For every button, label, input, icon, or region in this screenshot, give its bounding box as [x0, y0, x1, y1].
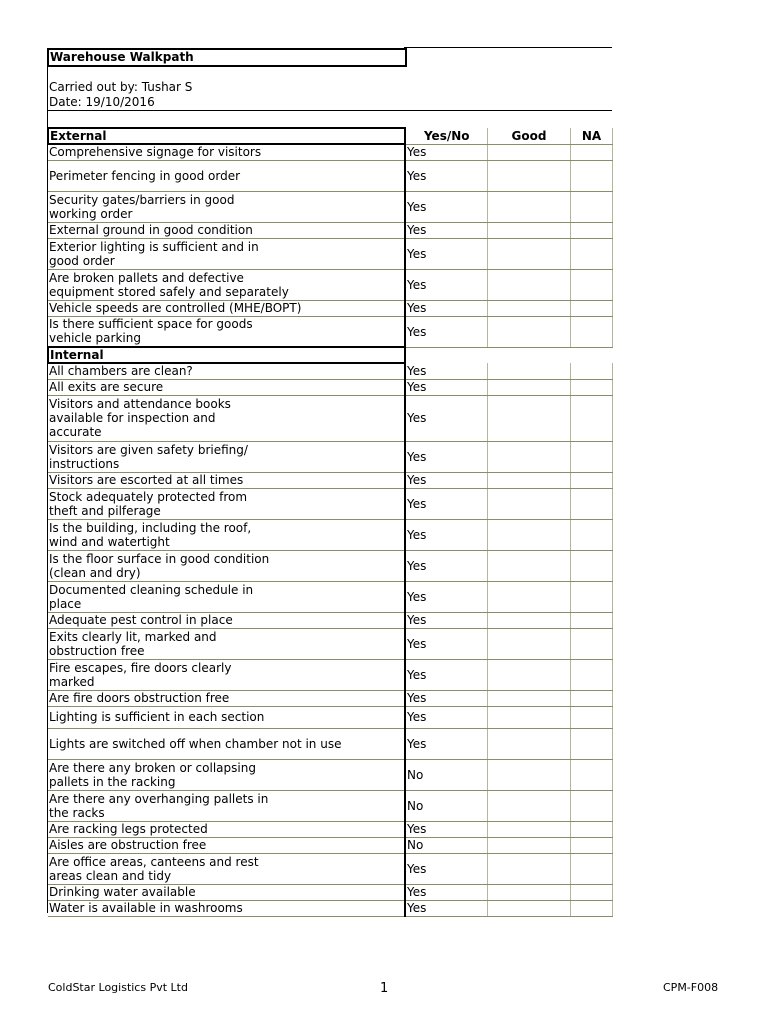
- checklist-row: [48, 363, 612, 379]
- na-cell: [570, 837, 612, 853]
- good-cell: [487, 690, 570, 706]
- na-cell: [570, 191, 612, 222]
- good-cell: [487, 884, 570, 900]
- section-header-row: [48, 347, 612, 363]
- answer-cell: Yes: [405, 144, 487, 160]
- answer-cell: Yes: [405, 379, 487, 395]
- good-cell: [487, 728, 570, 759]
- answer-cell: Yes: [405, 395, 487, 441]
- footer-form-code: CPM-F008: [663, 981, 719, 994]
- checklist-item-text: Security gates/barriers in good working order: [48, 191, 405, 222]
- good-cell: [487, 316, 570, 347]
- na-cell: [570, 472, 612, 488]
- checklist-row: [48, 821, 612, 837]
- checklist-item-text: Is the building, including the roof, wind and watertight: [48, 519, 405, 550]
- checklist-row: [48, 160, 612, 191]
- good-cell: [487, 160, 570, 191]
- checklist-row: [48, 728, 612, 759]
- checklist-row: [48, 379, 612, 395]
- good-cell: [487, 790, 570, 821]
- checklist-row: [48, 395, 612, 441]
- na-cell: [570, 379, 612, 395]
- answer-cell: Yes: [405, 900, 487, 916]
- inspection-date: Date: 19/10/2016: [49, 95, 155, 109]
- document-title: Warehouse Walkpath: [47, 48, 407, 67]
- good-cell: [487, 900, 570, 916]
- checklist-row: [48, 238, 612, 269]
- checklist-row: [48, 316, 612, 347]
- na-cell: [570, 612, 612, 628]
- blank-cell: [405, 347, 487, 363]
- checklist-row: [48, 472, 612, 488]
- checklist-row: [48, 900, 612, 916]
- good-cell: [487, 363, 570, 379]
- good-cell: [487, 379, 570, 395]
- good-cell: [487, 706, 570, 728]
- checklist-row: [48, 581, 612, 612]
- good-cell: [487, 441, 570, 472]
- good-cell: [487, 853, 570, 884]
- checklist-item-text: Lights are switched off when chamber not in use: [48, 728, 405, 759]
- good-cell: [487, 581, 570, 612]
- answer-cell: Yes: [405, 191, 487, 222]
- answer-cell: No: [405, 790, 487, 821]
- blank-cell: [487, 347, 570, 363]
- good-cell: [487, 759, 570, 790]
- checklist-row: [48, 144, 612, 160]
- na-cell: [570, 690, 612, 706]
- answer-cell: Yes: [405, 853, 487, 884]
- checklist-row: [48, 441, 612, 472]
- na-cell: [570, 900, 612, 916]
- na-cell: [570, 144, 612, 160]
- checklist-row: [48, 488, 612, 519]
- checklist-item-text: Exterior lighting is sufficient and in good order: [48, 238, 405, 269]
- checklist-item-text: Visitors are given safety briefing/ instructions: [48, 441, 405, 472]
- answer-cell: Yes: [405, 690, 487, 706]
- na-cell: [570, 519, 612, 550]
- na-cell: [570, 790, 612, 821]
- answer-cell: Yes: [405, 884, 487, 900]
- checklist-row: [48, 690, 612, 706]
- na-cell: [570, 759, 612, 790]
- checklist-row: [48, 659, 612, 690]
- good-cell: [487, 550, 570, 581]
- footer-company: ColdStar Logistics Pvt Ltd: [48, 981, 188, 994]
- answer-cell: Yes: [405, 488, 487, 519]
- na-cell: [570, 488, 612, 519]
- column-header-yes-no: Yes/No: [405, 128, 487, 144]
- checklist-row: [48, 191, 612, 222]
- checklist-item-text: Are fire doors obstruction free: [48, 690, 405, 706]
- answer-cell: Yes: [405, 441, 487, 472]
- answer-cell: No: [405, 759, 487, 790]
- good-cell: [487, 628, 570, 659]
- checklist-row: [48, 790, 612, 821]
- column-header-na: NA: [570, 128, 612, 144]
- checklist-row: [48, 269, 612, 300]
- answer-cell: Yes: [405, 728, 487, 759]
- answer-cell: Yes: [405, 519, 487, 550]
- checklist-item-text: Drinking water available: [48, 884, 405, 900]
- top-rule: [404, 47, 612, 48]
- section-title: Internal: [48, 347, 405, 363]
- na-cell: [570, 395, 612, 441]
- checklist-row: [48, 222, 612, 238]
- checklist-item-text: Adequate pest control in place: [48, 612, 405, 628]
- answer-cell: Yes: [405, 238, 487, 269]
- answer-cell: Yes: [405, 706, 487, 728]
- na-cell: [570, 550, 612, 581]
- good-cell: [487, 395, 570, 441]
- checklist-item-text: Are broken pallets and defective equipment stored safely and separately: [48, 269, 405, 300]
- good-cell: [487, 612, 570, 628]
- na-cell: [570, 884, 612, 900]
- checklist-item-text: Is the floor surface in good condition (clean and dry): [48, 550, 405, 581]
- answer-cell: Yes: [405, 300, 487, 316]
- na-cell: [570, 853, 612, 884]
- good-cell: [487, 144, 570, 160]
- checklist-item-text: Are office areas, canteens and rest areas clean and tidy: [48, 853, 405, 884]
- checklist-row: [48, 759, 612, 790]
- checklist-item-text: Perimeter fencing in good order: [48, 160, 405, 191]
- checklist-row: [48, 837, 612, 853]
- checklist-item-text: Documented cleaning schedule in place: [48, 581, 405, 612]
- na-cell: [570, 706, 612, 728]
- checklist-item-text: Visitors are escorted at all times: [48, 472, 405, 488]
- checklist-row: [48, 884, 612, 900]
- good-cell: [487, 222, 570, 238]
- answer-cell: Yes: [405, 269, 487, 300]
- na-cell: [570, 160, 612, 191]
- checklist-item-text: All chambers are clean?: [48, 363, 405, 379]
- good-cell: [487, 191, 570, 222]
- answer-cell: Yes: [405, 821, 487, 837]
- na-cell: [570, 581, 612, 612]
- na-cell: [570, 659, 612, 690]
- na-cell: [570, 222, 612, 238]
- na-cell: [570, 821, 612, 837]
- checklist-item-text: Comprehensive signage for visitors: [48, 144, 405, 160]
- answer-cell: Yes: [405, 472, 487, 488]
- checklist-row: [48, 550, 612, 581]
- checklist-item-text: Vehicle speeds are controlled (MHE/BOPT): [48, 300, 405, 316]
- checklist-row: [48, 612, 612, 628]
- good-cell: [487, 238, 570, 269]
- section-title: External: [48, 128, 405, 144]
- answer-cell: Yes: [405, 160, 487, 191]
- checklist-item-text: External ground in good condition: [48, 222, 405, 238]
- checklist-row: [48, 300, 612, 316]
- checklist-item-text: Visitors and attendance books available for inspection and accurate: [48, 395, 405, 441]
- answer-cell: Yes: [405, 659, 487, 690]
- good-cell: [487, 659, 570, 690]
- checklist-item-text: Are racking legs protected: [48, 821, 405, 837]
- checklist-item-text: All exits are secure: [48, 379, 405, 395]
- good-cell: [487, 821, 570, 837]
- good-cell: [487, 269, 570, 300]
- answer-cell: Yes: [405, 612, 487, 628]
- checklist-item-text: Exits clearly lit, marked and obstruction free: [48, 628, 405, 659]
- answer-cell: Yes: [405, 363, 487, 379]
- na-cell: [570, 269, 612, 300]
- footer-page-number: 1: [380, 981, 389, 996]
- good-cell: [487, 300, 570, 316]
- checklist-item-text: Fire escapes, fire doors clearly marked: [48, 659, 405, 690]
- checklist-table: [47, 127, 613, 917]
- good-cell: [487, 472, 570, 488]
- checklist-row: [48, 628, 612, 659]
- checklist-item-text: Are there any broken or collapsing pallets in the racking: [48, 759, 405, 790]
- blank-cell: [570, 347, 612, 363]
- checklist-item-text: Aisles are obstruction free: [48, 837, 405, 853]
- answer-cell: Yes: [405, 581, 487, 612]
- checklist-item-text: Are there any overhanging pallets in the racks: [48, 790, 405, 821]
- na-cell: [570, 441, 612, 472]
- divider: [47, 110, 612, 111]
- checklist-item-text: Lighting is sufficient in each section: [48, 706, 405, 728]
- na-cell: [570, 300, 612, 316]
- carried-out-by: Carried out by: Tushar S: [49, 80, 193, 94]
- checklist-row: [48, 853, 612, 884]
- checklist-item-text: Is there sufficient space for goods vehicle parking: [48, 316, 405, 347]
- column-header-good: Good: [487, 128, 570, 144]
- answer-cell: Yes: [405, 628, 487, 659]
- na-cell: [570, 238, 612, 269]
- answer-cell: Yes: [405, 222, 487, 238]
- good-cell: [487, 837, 570, 853]
- answer-cell: No: [405, 837, 487, 853]
- checklist-item-text: Water is available in washrooms: [48, 900, 405, 916]
- na-cell: [570, 363, 612, 379]
- answer-cell: Yes: [405, 316, 487, 347]
- good-cell: [487, 519, 570, 550]
- na-cell: [570, 728, 612, 759]
- answer-cell: Yes: [405, 550, 487, 581]
- checklist-item-text: Stock adequately protected from theft and pilferage: [48, 488, 405, 519]
- na-cell: [570, 316, 612, 347]
- na-cell: [570, 628, 612, 659]
- good-cell: [487, 488, 570, 519]
- section-header-row: [48, 128, 612, 144]
- checklist-row: [48, 706, 612, 728]
- checklist-row: [48, 519, 612, 550]
